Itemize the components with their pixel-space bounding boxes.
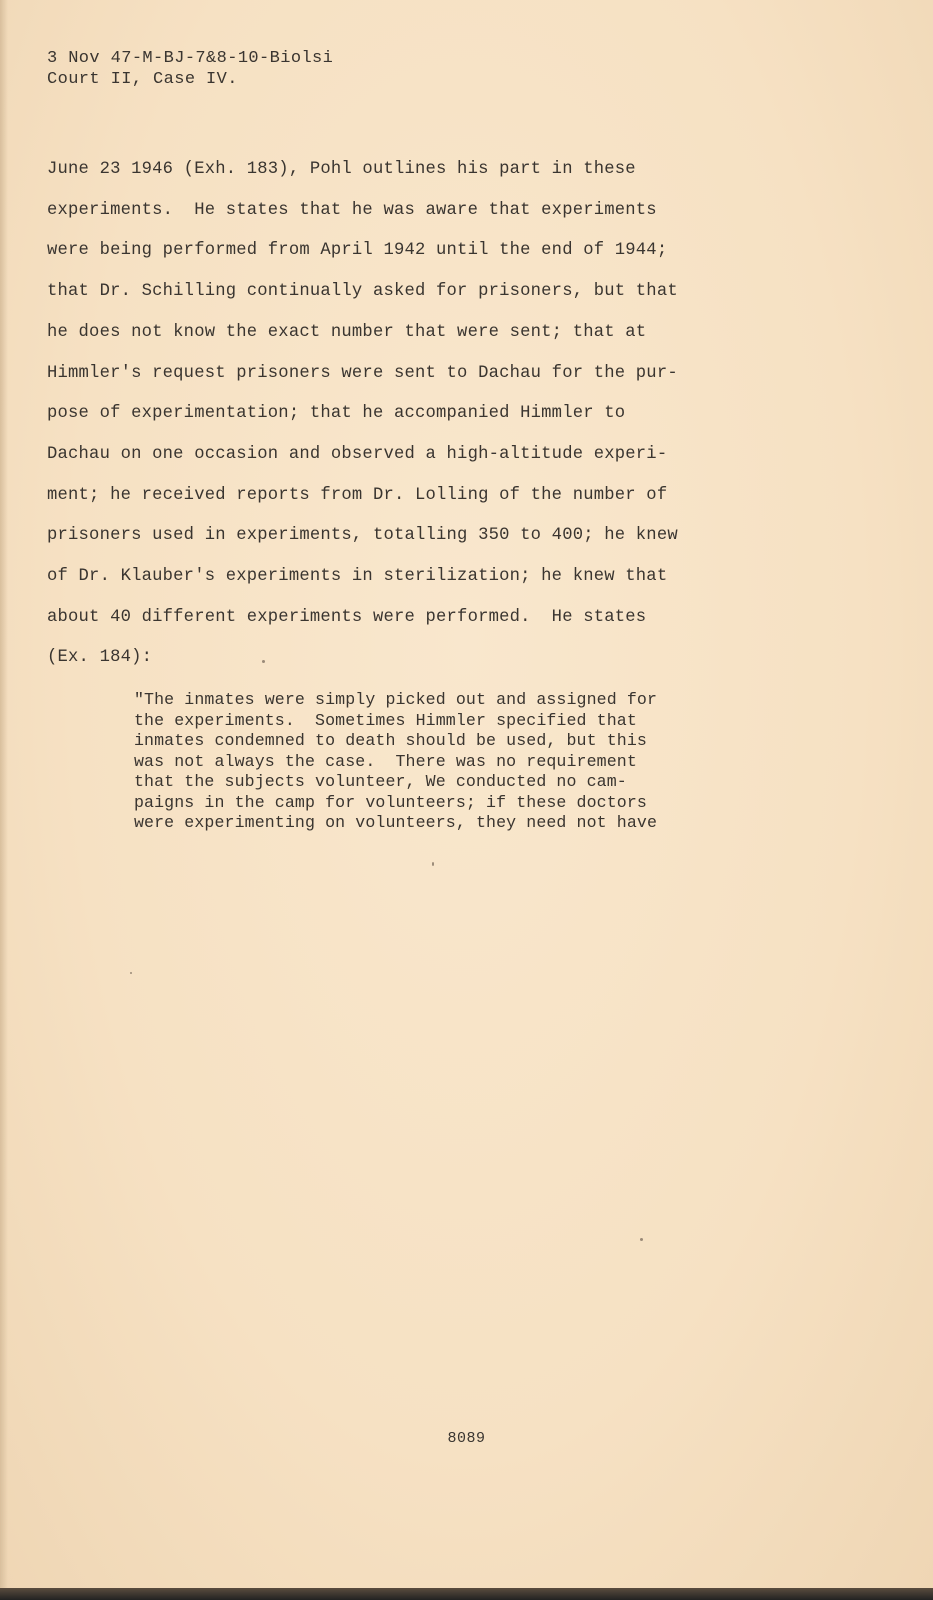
body-line: about 40 different experiments were performed. He states bbox=[47, 607, 647, 627]
body-line: June 23 1946 (Exh. 183), Pohl outlines his part in these bbox=[47, 160, 636, 179]
quote-line: "The inmates were simply picked out and assigned for bbox=[134, 690, 658, 709]
body-line: Himmler's request prisoners were sent to Dachau for the pur- bbox=[47, 363, 678, 383]
paper-speck bbox=[432, 862, 434, 866]
block-quote bbox=[134, 690, 794, 834]
header-court-line: Court II, Case IV. bbox=[47, 70, 238, 89]
quote-line: inmates condemned to death should be used, but this bbox=[134, 731, 647, 750]
body-line: prisoners used in experiments, totalling 350 to 400; he knew bbox=[47, 526, 678, 546]
body-line: ment; he received reports from Dr. Lolling of the number of bbox=[47, 485, 668, 505]
quote-line: were experimenting on volunteers, they need not have bbox=[134, 813, 658, 832]
body-line: Dachau on one occasion and observed a high-altitude experi- bbox=[47, 444, 668, 464]
body-line: (Ex. 184): bbox=[47, 648, 153, 668]
quote-line: paigns in the camp for volunteers; if these doctors bbox=[134, 792, 647, 812]
body-line: of Dr. Klauber's experiments in sterilization; he knew that bbox=[47, 567, 668, 587]
quote-line: was not always the case. There was no requirement bbox=[134, 751, 637, 771]
body-line: he does not know the exact number that were sent; that at bbox=[47, 322, 647, 342]
page-number: 8089 bbox=[447, 1430, 486, 1447]
paper-left-edge bbox=[0, 0, 8, 1600]
header-reference-line: 3 Nov 47-M-BJ-7&8-10-Biolsi bbox=[47, 49, 334, 68]
body-line: that Dr. Schilling continually asked for prisoners, but that bbox=[47, 282, 678, 302]
quote-line: that the subjects volunteer, We conducted no cam- bbox=[134, 772, 627, 791]
body-line: were being performed from April 1942 until the end of 1944; bbox=[47, 241, 668, 261]
paper-speck bbox=[130, 972, 132, 974]
paper-speck bbox=[262, 660, 265, 663]
body-line: experiments. He states that he was aware that experiments bbox=[47, 200, 657, 220]
scan-bottom-edge bbox=[0, 1588, 933, 1600]
quote-line: the experiments. Sometimes Himmler specified that bbox=[134, 710, 637, 730]
paper-speck bbox=[640, 1238, 643, 1241]
body-line: pose of experimentation; that he accompanied Himmler to bbox=[47, 404, 626, 424]
body-paragraph bbox=[47, 150, 797, 679]
document-header bbox=[47, 48, 333, 90]
